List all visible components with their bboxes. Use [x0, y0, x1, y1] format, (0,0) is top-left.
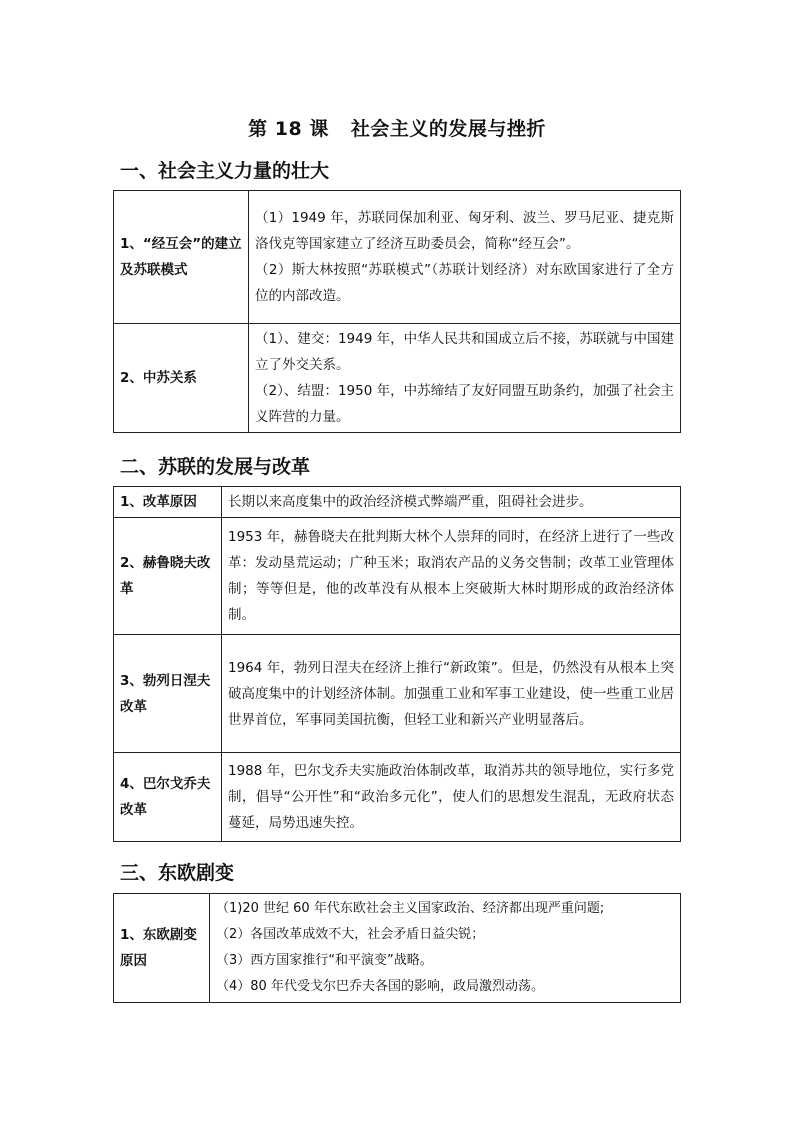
table-row — [114, 518, 681, 635]
row-body: 1988 年，巴尔戈乔夫实施政治体制改革，取消苏共的领导地位，实行多党制，倡导“公开性”和“政治多元化”，使人们的思想发生混乱，无政府状态蔓延，局势迅速失控。 — [222, 753, 681, 842]
row-label: 1、改革原因 — [114, 487, 222, 518]
section-3-table — [113, 893, 681, 1003]
table-row — [114, 753, 681, 842]
row-body — [210, 894, 681, 1003]
row-label: 1、东欧剧变原因 — [114, 894, 210, 1003]
row-line: （2）各国改革成效不大，社会矛盾日益尖锐； — [216, 927, 485, 942]
row-line: （1）1949 年，苏联同保加利亚、匈牙利、波兰、罗马尼亚、捷克斯洛伐克等国家建立了经济互助委员会，简称“经互会”。 — [255, 210, 674, 252]
lesson-topic: 社会主义的发展与挫折 — [350, 118, 546, 140]
row-line: （3）西方国家推行“和平演变”战略。 — [216, 953, 433, 968]
table-row — [114, 324, 681, 433]
section-heading-2: 二、苏联的发展与改革 — [120, 456, 311, 478]
row-body — [249, 324, 681, 433]
row-line: （2）斯大林按照“苏联模式”（苏联计划经济）对东欧国家进行了全方位的内部改造。 — [255, 262, 674, 304]
section-1-table — [113, 190, 681, 433]
row-label: 2、中苏关系 — [114, 324, 249, 433]
table-row — [114, 487, 681, 518]
row-body: 1953 年，赫鲁晓夫在批判斯大林个人崇拜的同时，在经济上进行了一些改革：发动垦荒运动；广种玉米；取消农产品的义务交售制；改革工业管理体制；等等但是，他的改革没有从根本上突破斯大林时期形成的政治经济体制。 — [222, 518, 681, 635]
row-label: 1、“经互会”的建立及苏联模式 — [114, 191, 249, 324]
row-body: 长期以来高度集中的政治经济模式弊端严重，阻碍社会进步。 — [222, 487, 681, 518]
row-line: （1）、建交：1949 年，中华人民共和国成立后不接，苏联就与中国建立了外交关系。 — [255, 331, 674, 373]
row-label: 2、赫鲁晓夫改革 — [114, 518, 222, 635]
row-line: （2）、结盟：1950 年，中苏缔结了友好同盟互助条约，加强了社会主义阵营的力量。 — [255, 383, 674, 425]
table-row — [114, 191, 681, 324]
table-row — [114, 894, 681, 1003]
row-body: 1964 年，勃列日涅夫在经济上推行“新政策”。但是，仍然没有从根本上突破高度集中的计划经济体制。加强重工业和军事工业建设，使一些重工业居世界首位，军事同美国抗衡，但轻工业和新兴产业明显落后。 — [222, 635, 681, 753]
section-heading-1: 一、社会主义力量的壮大 — [120, 160, 330, 182]
row-line: （1)20 世纪 60 年代东欧社会主义国家政治、经济都出现严重问题; — [216, 901, 605, 916]
row-label: 4、巴尔戈乔夫改革 — [114, 753, 222, 842]
section-2-table — [113, 486, 681, 842]
table-row — [114, 635, 681, 753]
section-heading-3: 三、东欧剧变 — [120, 862, 235, 884]
page-title — [0, 114, 794, 141]
row-line: （4）80 年代受戈尔巴乔夫各国的影响，政局激烈动荡。 — [216, 979, 544, 994]
row-label: 3、勃列日涅夫改革 — [114, 635, 222, 753]
row-body — [249, 191, 681, 324]
lesson-number: 第 18 课 — [248, 118, 329, 140]
